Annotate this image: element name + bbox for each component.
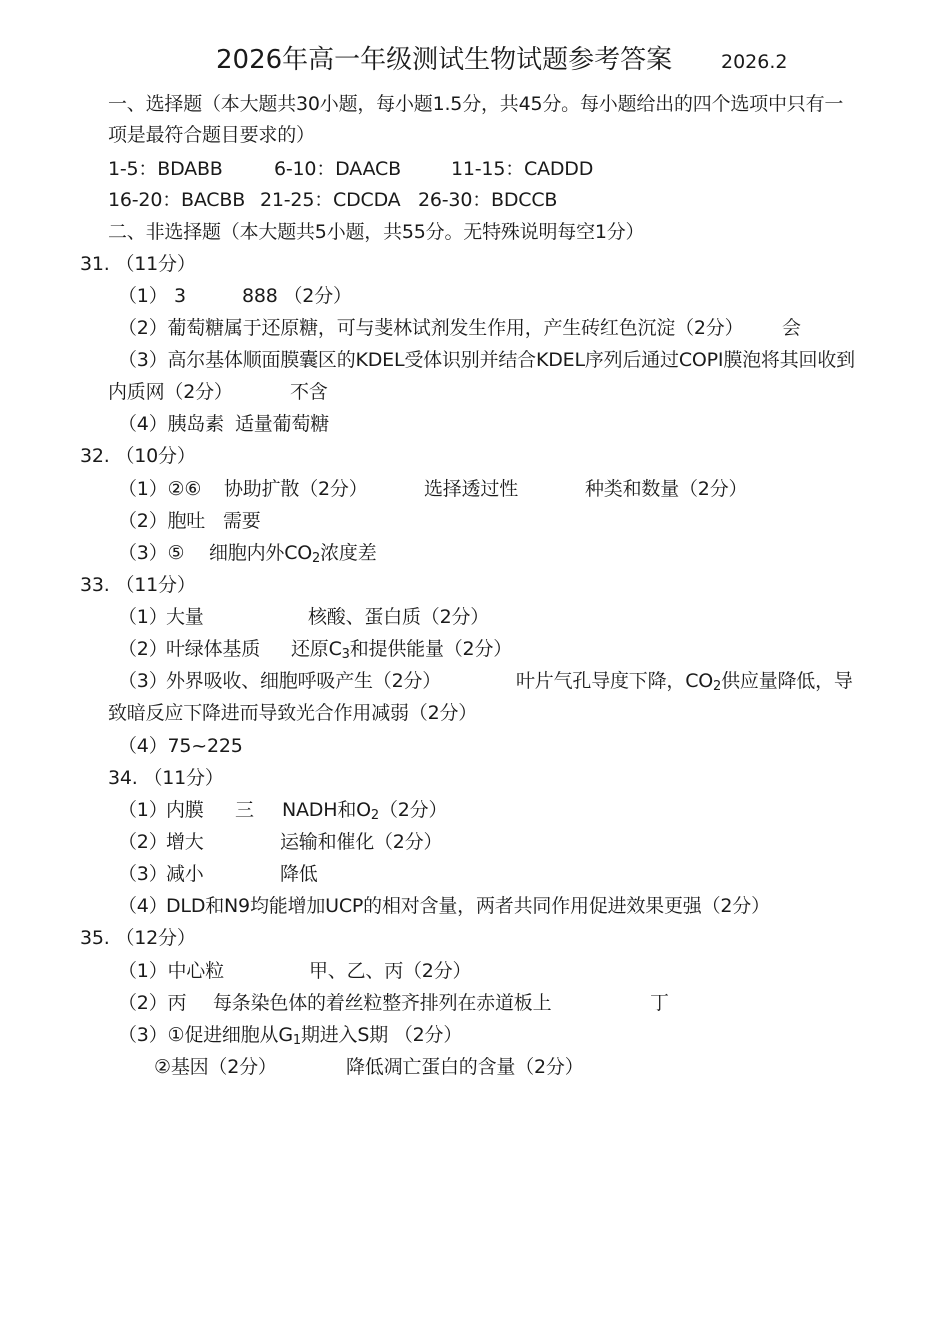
answer-text: 还原C (291, 638, 342, 660)
q34-answer-2 (118, 830, 618, 854)
answer-text: 减小 (166, 863, 204, 885)
q33-answer-3-line1 (118, 669, 878, 693)
answer-text: 种类和数量（2分） (585, 478, 748, 500)
sub-number: （3） (118, 863, 168, 885)
part1-heading-line1: 一、选择题（本大题共30小题，每小题1.5分，共45分。每小题给出的四个选项中只有一 (108, 93, 844, 115)
q33-answer-1 (118, 605, 618, 629)
answer-text: 内质网（2分） (108, 381, 233, 403)
q34-label: 34. （11分） (108, 767, 224, 789)
answer-text: 内膜 (166, 799, 204, 821)
answer-text: 增大 (166, 831, 204, 853)
answer-text: 外界吸收、细胞呼吸产生（2分） (166, 670, 442, 692)
answer-text: 不含 (290, 381, 328, 403)
answer-text: ②基因（2分） (154, 1056, 277, 1078)
q32-label: 32. （10分） (80, 445, 196, 467)
q31-answer-4 (118, 412, 518, 436)
answer-text: 三 (235, 799, 254, 821)
answer-text: （1）中心粒 (118, 960, 224, 982)
answer-text: 甲、乙、丙（2分） (309, 960, 472, 982)
answer-group-11-15: 11-15：CADDD (451, 158, 594, 180)
q34-answer-4 (118, 894, 878, 918)
answer-text: 核酸、蛋白质（2分） (308, 606, 490, 628)
q33-answer-2 (118, 637, 618, 661)
subscript: 2 (312, 551, 321, 566)
q32-answer-3 (118, 541, 518, 565)
answer-text: 适量葡萄糖 (235, 413, 330, 435)
answer-text: 降低 (280, 863, 318, 885)
choice-answers-row2 (108, 188, 808, 212)
q32-answer-2 (118, 509, 518, 533)
answer-text: （1）②⑥ (118, 478, 202, 500)
q33-answer-3-line2: 致暗反应下降进而导致光合作用减弱（2分） (108, 702, 478, 724)
subscript: 2 (370, 808, 379, 823)
answer-text: 叶绿体基质 (166, 638, 261, 660)
answer-text: 丁 (650, 992, 669, 1014)
subscript: 1 (292, 1033, 301, 1048)
answer-group-26-30: 26-30：BDCCB (418, 189, 558, 211)
answer-text: 3 (174, 285, 186, 307)
answer-text: 会 (782, 317, 801, 339)
answer-text: （2）胞吐 (118, 510, 206, 532)
q35-answer-3-line1 (118, 1023, 618, 1047)
q34-answer-3 (118, 862, 618, 886)
answer-text: 和提供能量（2分） (349, 638, 513, 660)
subscript: 3 (341, 647, 350, 662)
answer-text: 每条染色体的着丝粒整齐排列在赤道板上 (213, 992, 552, 1014)
answer-text: （2）葡萄糖属于还原糖，可与斐林试剂发生作用，产生砖红色沉淀（2分） (118, 317, 744, 339)
subscript: 2 (713, 679, 722, 694)
sub-number: （1） (118, 799, 168, 821)
q33-label: 33. （11分） (80, 574, 196, 596)
q33-answer-4: （4）75~225 (118, 735, 243, 757)
answer-text: DLD和N9均能增加UCP的相对含量，两者共同作用促进效果更强（2分） (166, 895, 770, 917)
answer-text: 细胞内外CO (209, 542, 313, 564)
q31-answer-3-line2 (108, 380, 508, 404)
answer-text: 叶片气孔导度下降，CO (516, 670, 714, 692)
q31-answer-1 (118, 284, 718, 308)
page-title: 2026年高一年级测试生物试题参考答案 (216, 45, 673, 75)
answer-text: （2）丙 (118, 992, 187, 1014)
answer-text: 需要 (223, 510, 261, 532)
answer-text: 888 （2分） (242, 285, 352, 307)
sub-number: （2） (118, 638, 168, 660)
q31-label: 31. （11分） (80, 253, 196, 275)
sub-number: （2） (118, 831, 168, 853)
answer-text: NADH和O (282, 799, 371, 821)
answer-text: 浓度差 (320, 542, 377, 564)
sub-number: （3） (118, 670, 168, 692)
answer-text: 降低凋亡蛋白的含量（2分） (346, 1056, 584, 1078)
q35-answer-2 (118, 991, 718, 1015)
answer-group-6-10: 6-10：DAACB (274, 158, 401, 180)
answer-text: （2分） (378, 799, 448, 821)
part2-heading: 二、非选择题（本大题共5小题，共55分。无特殊说明每空1分） (108, 221, 645, 243)
document-date: 2026.2 (721, 51, 788, 73)
answer-text: 选择透过性 (424, 478, 519, 500)
q31-answer-2 (118, 316, 838, 340)
answer-text: 运输和催化（2分） (280, 831, 443, 853)
answer-text: 协助扩散（2分） (224, 478, 368, 500)
q35-answer-1 (118, 959, 618, 983)
choice-answers-row1 (108, 157, 808, 181)
q35-answer-3-line2 (154, 1055, 654, 1079)
answer-text: （3）⑤ (118, 542, 185, 564)
sub-number: （1） (118, 606, 168, 628)
part1-heading-line2: 项是最符合题目要求的） (108, 124, 315, 146)
answer-group-1-5: 1-5：BDABB (108, 158, 223, 180)
answer-text: （4）胰岛素 (118, 413, 224, 435)
answer-group-21-25: 21-25：CDCDA (260, 189, 401, 211)
q34-answer-1 (118, 798, 618, 822)
answer-text: 大量 (166, 606, 204, 628)
sub-number: （4） (118, 895, 168, 917)
answer-text: （3）①促进细胞从G (118, 1024, 293, 1046)
answer-group-16-20: 16-20：BACBB (108, 189, 246, 211)
q31-answer-3-line1: （3）高尔基体顺面膜囊区的KDEL受体识别并结合KDEL序列后通过COPI膜泡将其回收到 (118, 349, 855, 371)
q32-answer-1 (118, 477, 818, 501)
q35-label: 35. （12分） (80, 927, 196, 949)
answer-text: 供应量降低，导 (721, 670, 853, 692)
sub-number: （1） (118, 285, 168, 307)
answer-text: 期进入S期 （2分） (300, 1024, 463, 1046)
